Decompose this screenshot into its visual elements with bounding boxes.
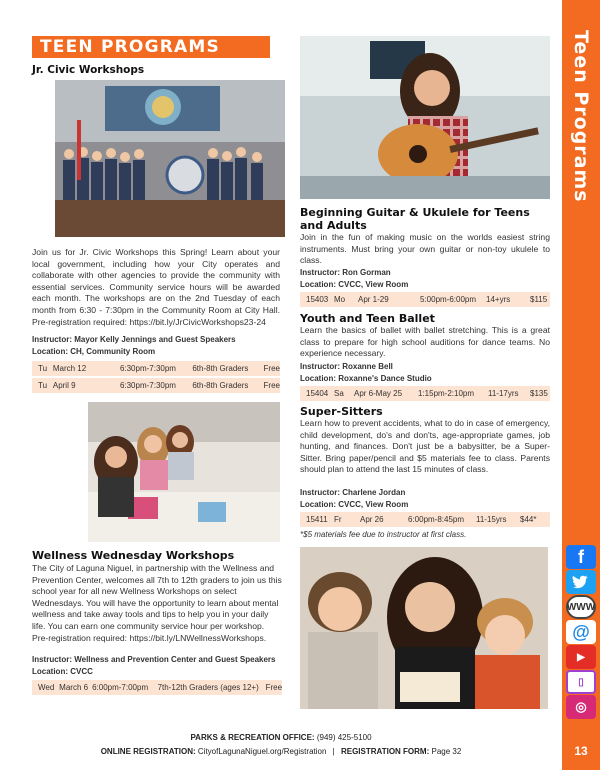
civic-photo (55, 80, 285, 237)
vertical-title: Teen Programs (570, 30, 592, 203)
sitters-photo (88, 402, 280, 542)
youtube-icon[interactable]: ▶ (566, 645, 596, 669)
page-title-banner: TEEN PROGRAMS (32, 36, 270, 58)
page-number: 13 (574, 744, 588, 758)
wellness-description: The City of Laguna Niguel, in partnership with the Wellness and Prevention Center, welcomes all 7th to 12th graders to join us this school year for all new Wellness Workshops on select Wednesdays. You will have the opportunity to learn about mental wellness and take away tools and tips to help you in your daily life. You can earn one community service hour per workshop. Pre-registration required: https://bit.ly/LNWellnessWorkshops. (32, 563, 282, 643)
sitters-session-row: 15411 Fr Apr 26 6:00pm-8:45pm 11-15yrs $44* (300, 512, 550, 527)
ballet-location: Location: Roxanne's Dance Studio (300, 374, 432, 383)
civic-session-row-1: Tu March 12 6:30pm-7:30pm 6th-8th Graders Free (32, 361, 280, 376)
website-icon[interactable]: WWW (566, 595, 596, 619)
ballet-title: Youth and Teen Ballet (300, 312, 435, 325)
registration-link[interactable]: CityofLagunaNiguel.org/Registration (197, 747, 327, 756)
footer-registration: ONLINE REGISTRATION: CityofLagunaNiguel.org/Registration | REGISTRATION FORM: Page 32 (100, 747, 462, 756)
wellness-instructor: Instructor: Wellness and Prevention Center and Guest Speakers (32, 655, 276, 664)
ballet-description: Learn the basics of ballet with ballet stretching. This is a great class to prepare for high school auditions for dance teams. No experience necessary. (300, 325, 550, 359)
ballet-session-row: 15404 Sa Apr 6-May 25 1:15pm-2:10pm 11-17yrs $135 (300, 386, 550, 401)
civic-description: Join us for Jr. Civic Workshops this Spring! Learn about your local government, including how your City operates and collaborate with other agencies to provide the community with essential services. Community service hours will be awarded each month. The workshops are on the 2nd Tuesday of each month from 6:30 - 7:30pm in the Community Room at City Hall. Pre-registration required: https://bit.ly/JrCivicWorkshops23-24 (32, 247, 280, 327)
family-photo (300, 547, 548, 709)
civic-instructor: Instructor: Mayor Kelly Jennings and Guest Speakers (32, 335, 236, 344)
guitar-photo (300, 36, 550, 199)
sitters-location: Location: CVCC, View Room (300, 500, 409, 509)
wellness-session-row: Wed March 6 6:00pm-7:00pm 7th-12th Graders (ages 12+) Free (32, 680, 282, 695)
twitter-icon[interactable] (566, 570, 596, 594)
wellness-title: Wellness Wednesday Workshops (32, 549, 235, 562)
civic-title: Jr. Civic Workshops (32, 64, 145, 76)
wellness-location: Location: CVCC (32, 667, 93, 676)
footer-office: PARKS & RECREATION OFFICE: (949) 425-5100 (190, 733, 372, 742)
email-icon[interactable]: @ (566, 620, 596, 644)
civic-location: Location: CH, Community Room (32, 347, 156, 356)
sitters-instructor: Instructor: Charlene Jordan (300, 488, 406, 497)
civic-session-row-2: Tu April 9 6:30pm-7:30pm 6th-8th Graders Free (32, 378, 280, 393)
phone-icon[interactable]: ▯ (566, 670, 596, 694)
facebook-icon[interactable]: f (566, 545, 596, 569)
instagram-icon[interactable]: ◎ (566, 695, 596, 719)
sitters-note: *$5 materials fee due to instructor at first class. (300, 530, 467, 539)
guitar-location: Location: CVCC, View Room (300, 280, 409, 289)
ballet-instructor: Instructor: Roxanne Bell (300, 362, 393, 371)
guitar-description: Join in the fun of making music on the worlds easiest string instruments. Must bring your own guitar or non-toy ukulele to class. (300, 232, 550, 266)
guitar-session-row: 15403 Mo Apr 1-29 5:00pm-6:00pm 14+yrs $115 (300, 292, 550, 307)
sitters-title: Super-Sitters (300, 405, 383, 418)
guitar-title: Beginning Guitar & Ukulele for Teens and Adults (300, 206, 530, 232)
guitar-instructor: Instructor: Ron Gorman (300, 268, 391, 277)
sitters-description: Learn how to prevent accidents, what to do in case of emergency, child development, do's and don'ts, age-appropriate games, job hunting, and finances. Don't just be a babysitter, be a Super-Sitter. Bring paper/pencil and $5 materials fee to class. Parents should plan to attend the last 15 minutes of class. (300, 418, 550, 475)
